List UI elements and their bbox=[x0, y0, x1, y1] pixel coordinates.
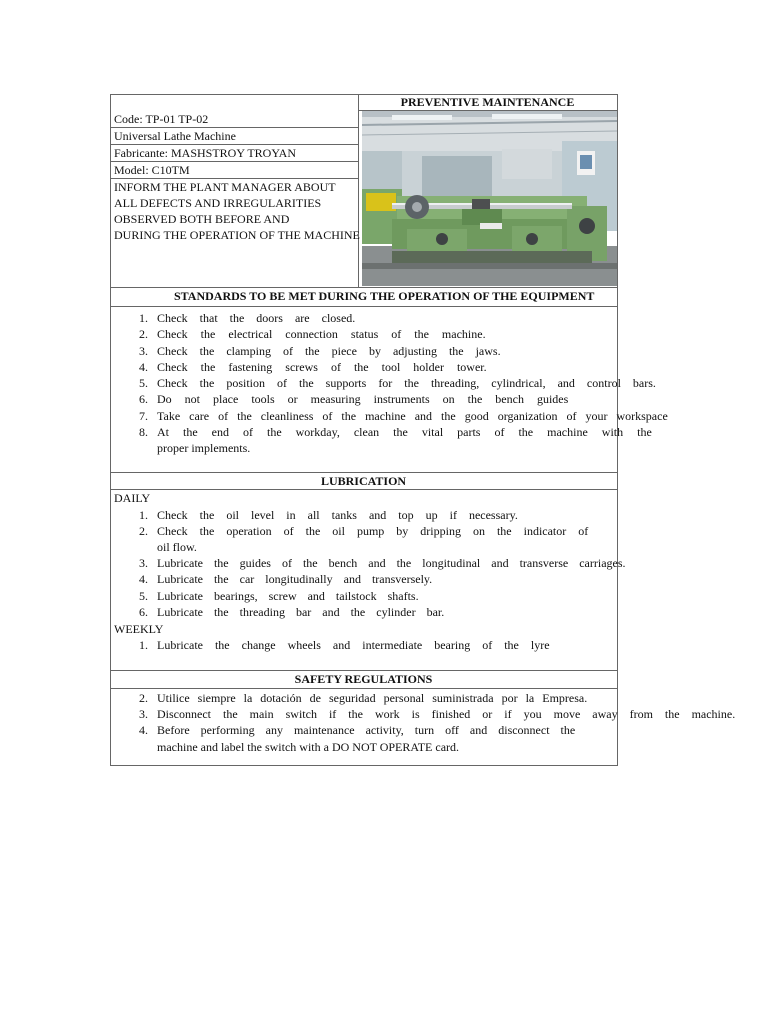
list-item: Check the position of the supports for the threading, cylindrical, and control bars. bbox=[157, 376, 656, 390]
list-item: Disconnect the main switch if the work is finished or if you move away from the machine. bbox=[157, 707, 736, 721]
inform-line: ALL DEFECTS AND IRREGULARITIES bbox=[114, 196, 322, 210]
list-number: 5. bbox=[139, 376, 148, 390]
list-number: 6. bbox=[139, 605, 148, 619]
model-field: Model: C10TM bbox=[114, 163, 190, 177]
list-item: Check the fastening screws of the tool holder tower. bbox=[157, 360, 487, 374]
list-item: Check the oil level in all tanks and top up if necessary. bbox=[157, 508, 518, 522]
list-number: 3. bbox=[139, 556, 148, 570]
list-number: 2. bbox=[139, 691, 148, 705]
list-item: Lubricate the guides of the bench and the longitudinal and transverse carriages. bbox=[157, 556, 626, 570]
list-item: Check the operation of the oil pump by dripping on the indicator of bbox=[157, 524, 589, 538]
inform-line: OBSERVED BOTH BEFORE AND bbox=[114, 212, 290, 226]
list-number: 4. bbox=[139, 572, 148, 586]
list-number: 2. bbox=[139, 327, 148, 341]
machine-field: Universal Lathe Machine bbox=[114, 129, 236, 143]
list-number: 1. bbox=[139, 311, 148, 325]
list-number: 4. bbox=[139, 360, 148, 374]
safety-underline bbox=[110, 688, 617, 689]
lathe-machine-photo bbox=[362, 111, 617, 286]
list-number: 1. bbox=[139, 638, 148, 652]
list-number: 6. bbox=[139, 392, 148, 406]
list-number: 2. bbox=[139, 524, 148, 538]
standards-underline bbox=[110, 306, 617, 307]
list-item-continuation: machine and label the switch with a DO NOT OPERATE card. bbox=[157, 740, 460, 754]
list-number: 3. bbox=[139, 344, 148, 358]
lubrication-underline bbox=[110, 489, 617, 490]
list-number: 1. bbox=[139, 508, 148, 522]
weekly-label: WEEKLY bbox=[114, 622, 164, 636]
list-item: Utilice siempre la dotación de seguridad personal suministrada por la Empresa. bbox=[157, 691, 588, 705]
header-divider-vertical bbox=[358, 94, 359, 287]
inform-line: INFORM THE PLANT MANAGER ABOUT bbox=[114, 180, 336, 194]
list-item: Check the clamping of the piece by adjusting the jaws. bbox=[157, 344, 501, 358]
list-number: 7. bbox=[139, 409, 148, 423]
list-number: 3. bbox=[139, 707, 148, 721]
list-number: 4. bbox=[139, 723, 148, 737]
list-item: Lubricate the threading bar and the cylinder bar. bbox=[157, 605, 445, 619]
daily-label: DAILY bbox=[114, 491, 151, 505]
list-item: Lubricate the change wheels and intermediate bearing of the lyre bbox=[157, 638, 550, 652]
inform-line: DURING THE OPERATION OF THE MACHINE bbox=[114, 228, 360, 242]
document-title: PREVENTIVE MAINTENANCE bbox=[400, 95, 575, 109]
lathe-illustration-icon bbox=[362, 111, 617, 286]
list-item: Lubricate the car longitudinally and transversely. bbox=[157, 572, 433, 586]
lubrication-title: LUBRICATION bbox=[320, 474, 407, 488]
list-item: Before performing any maintenance activity, turn off and disconnect the bbox=[157, 723, 576, 737]
list-item-continuation: proper implements. bbox=[157, 441, 251, 455]
safety-title: SAFETY REGULATIONS bbox=[294, 672, 433, 686]
manufacturer-field: Fabricante: MASHSTROY TROYAN bbox=[114, 146, 296, 160]
list-item: Lubricate bearings, screw and tailstock shafts. bbox=[157, 589, 419, 603]
list-item: Check that the doors are closed. bbox=[157, 311, 356, 325]
list-number: 8. bbox=[139, 425, 148, 439]
list-item-continuation: oil flow. bbox=[157, 540, 197, 554]
list-item: At the end of the workday, clean the vital parts of the machine with the bbox=[157, 425, 652, 439]
list-number: 5. bbox=[139, 589, 148, 603]
list-item: Take care of the cleanliness of the machine and the good organization of your workspace bbox=[157, 409, 668, 423]
standards-title: STANDARDS TO BE MET DURING THE OPERATION OF THE EQUIPMENT bbox=[174, 289, 595, 303]
code-field: Code: TP-01 TP-02 bbox=[114, 112, 209, 126]
list-item: Do not place tools or measuring instruments on the bench guides bbox=[157, 392, 569, 406]
list-item: Check the electrical connection status of the machine. bbox=[157, 327, 486, 341]
